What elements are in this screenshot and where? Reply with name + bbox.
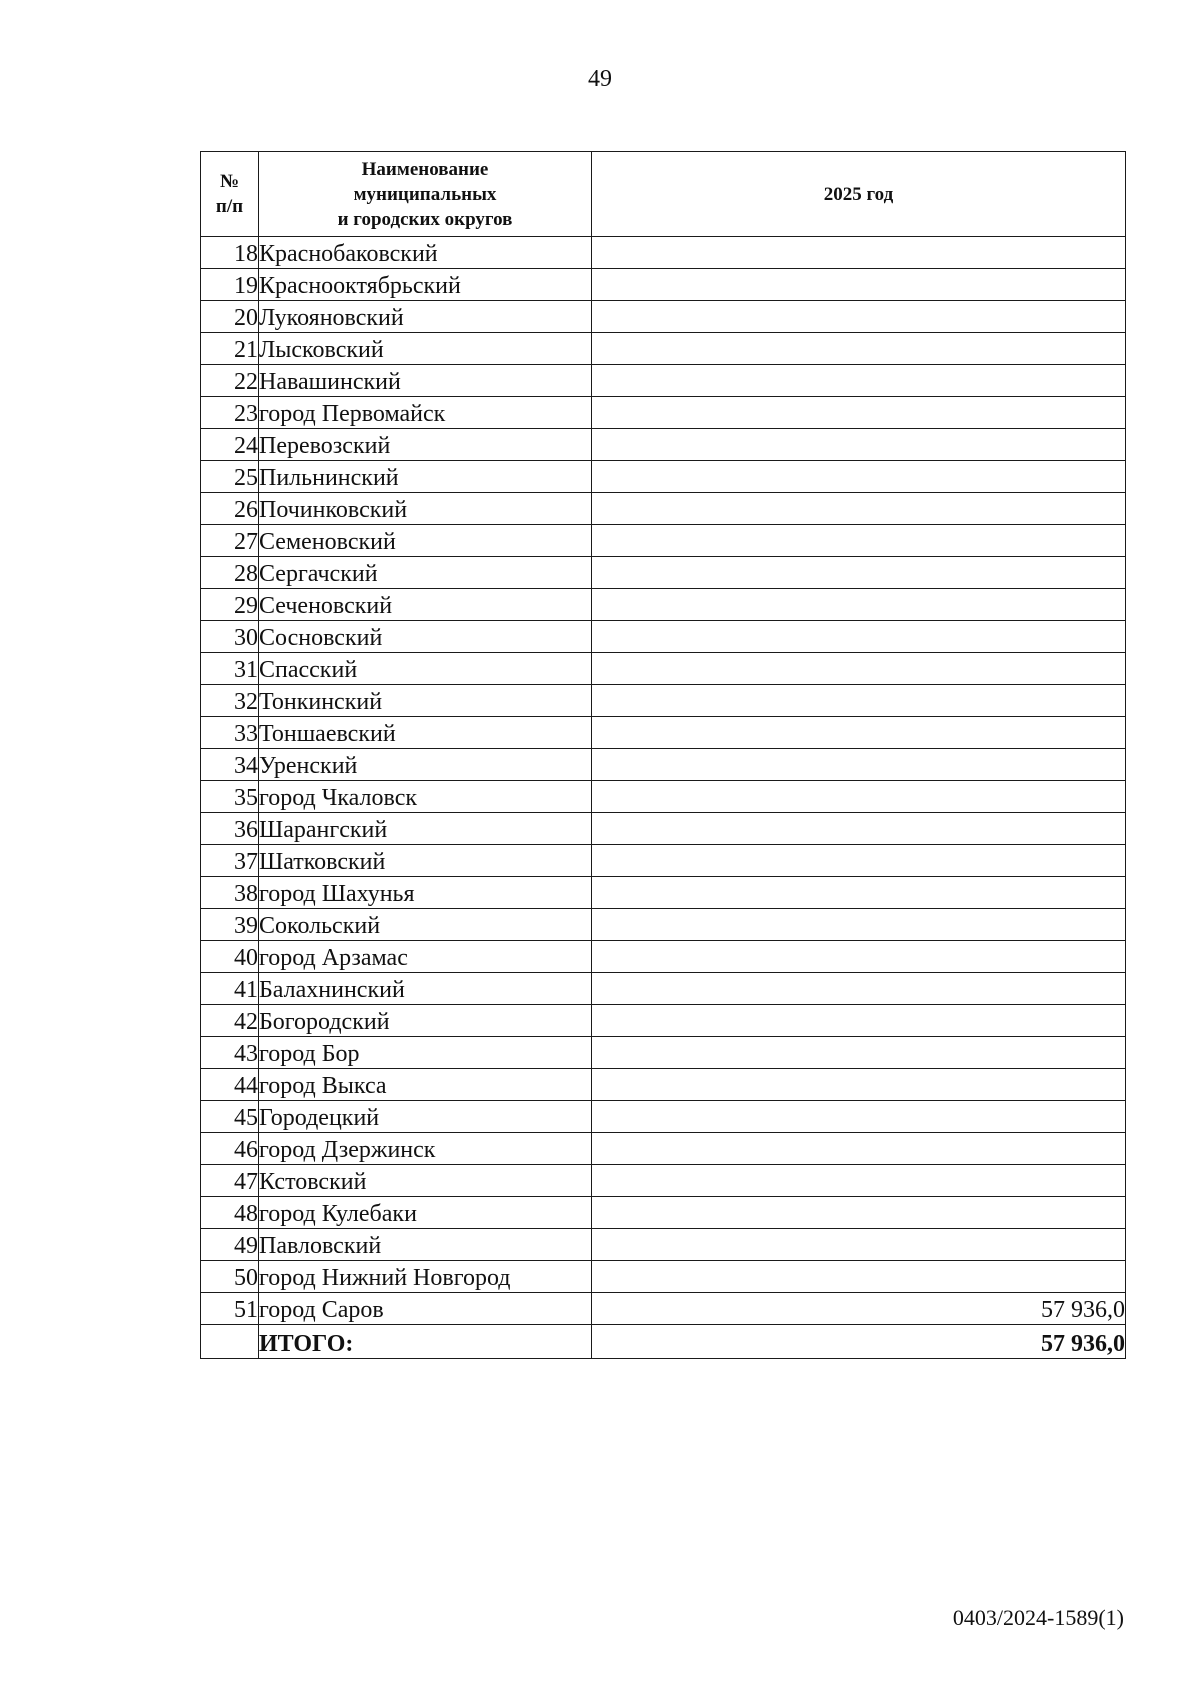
row-name: Сосновский <box>259 621 592 653</box>
table-row <box>201 237 1126 269</box>
row-name: город Выкса <box>259 1069 592 1101</box>
row-number: 22 <box>201 365 259 397</box>
row-name: Сеченовский <box>259 589 592 621</box>
header-name <box>259 152 592 237</box>
row-name: Городецкий <box>259 1101 592 1133</box>
row-name: Семеновский <box>259 525 592 557</box>
row-value <box>592 909 1126 941</box>
table-row <box>201 749 1126 781</box>
row-name: Балахнинский <box>259 973 592 1005</box>
row-name: город Саров <box>259 1293 592 1325</box>
row-value <box>592 845 1126 877</box>
row-name: Кстовский <box>259 1165 592 1197</box>
row-name: Сокольский <box>259 909 592 941</box>
row-number: 41 <box>201 973 259 1005</box>
row-value <box>592 653 1126 685</box>
table-row <box>201 813 1126 845</box>
table-row <box>201 269 1126 301</box>
row-number: 48 <box>201 1197 259 1229</box>
row-number: 29 <box>201 589 259 621</box>
table-row <box>201 781 1126 813</box>
row-number: 37 <box>201 845 259 877</box>
header-name-line-2: муниципальных <box>353 183 497 205</box>
table-row <box>201 557 1126 589</box>
row-value <box>592 1069 1126 1101</box>
row-value <box>592 877 1126 909</box>
table-row <box>201 365 1126 397</box>
row-value <box>592 1261 1126 1293</box>
row-value <box>592 461 1126 493</box>
row-value <box>592 749 1126 781</box>
table-row <box>201 333 1126 365</box>
table-row <box>201 301 1126 333</box>
row-value <box>592 397 1126 429</box>
row-name: город Дзержинск <box>259 1133 592 1165</box>
row-value <box>592 717 1126 749</box>
row-number: 25 <box>201 461 259 493</box>
row-name: Навашинский <box>259 365 592 397</box>
row-number: 23 <box>201 397 259 429</box>
row-number: 47 <box>201 1165 259 1197</box>
table-body <box>201 237 1126 1359</box>
row-value <box>592 365 1126 397</box>
table-row <box>201 589 1126 621</box>
table-row <box>201 973 1126 1005</box>
row-number: 50 <box>201 1261 259 1293</box>
table-row <box>201 493 1126 525</box>
row-name: город Шахунья <box>259 877 592 909</box>
row-number: 39 <box>201 909 259 941</box>
table-row <box>201 461 1126 493</box>
table-row <box>201 1069 1126 1101</box>
row-value <box>592 1133 1126 1165</box>
row-number: 51 <box>201 1293 259 1325</box>
header-num-line-1: № <box>219 171 240 192</box>
row-value <box>592 589 1126 621</box>
row-value <box>592 813 1126 845</box>
row-number: 18 <box>201 237 259 269</box>
row-number: 42 <box>201 1005 259 1037</box>
table-row <box>201 717 1126 749</box>
row-name: город Первомайск <box>259 397 592 429</box>
row-name: Тонкинский <box>259 685 592 717</box>
table-row <box>201 621 1126 653</box>
row-name: Починковский <box>259 493 592 525</box>
row-value <box>592 1005 1126 1037</box>
row-value <box>592 1037 1126 1069</box>
table-row <box>201 941 1126 973</box>
row-number: 45 <box>201 1101 259 1133</box>
row-value <box>592 1165 1126 1197</box>
row-name: Тоншаевский <box>259 717 592 749</box>
table-row <box>201 525 1126 557</box>
row-number: 27 <box>201 525 259 557</box>
row-name: Богородский <box>259 1005 592 1037</box>
table-row <box>201 845 1126 877</box>
table-header-row <box>201 152 1126 237</box>
table-row <box>201 1229 1126 1261</box>
row-number: 34 <box>201 749 259 781</box>
row-number: 46 <box>201 1133 259 1165</box>
row-value <box>592 621 1126 653</box>
header-num <box>201 152 259 237</box>
row-number: 38 <box>201 877 259 909</box>
row-name: Лысковский <box>259 333 592 365</box>
row-value <box>592 429 1126 461</box>
row-value <box>592 493 1126 525</box>
row-number: 24 <box>201 429 259 461</box>
document-code: 0403/2024-1589(1) <box>952 1605 1124 1630</box>
table-row <box>201 1165 1126 1197</box>
table-row <box>201 1005 1126 1037</box>
row-value <box>592 1229 1126 1261</box>
row-value <box>592 685 1126 717</box>
row-value <box>592 333 1126 365</box>
row-name: город Чкаловск <box>259 781 592 813</box>
row-name: город Нижний Новгород <box>259 1261 592 1293</box>
row-name: Перевозский <box>259 429 592 461</box>
row-number: 44 <box>201 1069 259 1101</box>
total-label: ИТОГО: <box>259 1325 592 1359</box>
total-num-cell <box>201 1325 259 1359</box>
table-row <box>201 1133 1126 1165</box>
row-value <box>592 1101 1126 1133</box>
table-row <box>201 877 1126 909</box>
row-number: 40 <box>201 941 259 973</box>
header-num-line-2: п/п <box>215 196 244 217</box>
table-row <box>201 1037 1126 1069</box>
row-name: Краснобаковский <box>259 237 592 269</box>
row-number: 49 <box>201 1229 259 1261</box>
row-name: Краснооктябрьский <box>259 269 592 301</box>
row-value <box>592 237 1126 269</box>
row-value <box>592 941 1126 973</box>
row-value: 57 936,0 <box>592 1293 1126 1325</box>
row-name: город Арзамас <box>259 941 592 973</box>
table-row <box>201 653 1126 685</box>
row-number: 28 <box>201 557 259 589</box>
row-number: 36 <box>201 813 259 845</box>
header-value: 2025 год <box>592 152 1126 237</box>
row-name: Павловский <box>259 1229 592 1261</box>
table-row <box>201 1197 1126 1229</box>
total-value: 57 936,0 <box>592 1325 1126 1359</box>
row-number: 35 <box>201 781 259 813</box>
table-row <box>201 1261 1126 1293</box>
row-number: 21 <box>201 333 259 365</box>
table-row <box>201 429 1126 461</box>
row-value <box>592 269 1126 301</box>
row-name: Спасский <box>259 653 592 685</box>
row-value <box>592 973 1126 1005</box>
row-number: 26 <box>201 493 259 525</box>
row-name: Сергачский <box>259 557 592 589</box>
row-number: 30 <box>201 621 259 653</box>
row-number: 32 <box>201 685 259 717</box>
table-row <box>201 397 1126 429</box>
row-value <box>592 557 1126 589</box>
row-name: Пильнинский <box>259 461 592 493</box>
row-name: Уренский <box>259 749 592 781</box>
table-row <box>201 1101 1126 1133</box>
row-name: Шарангский <box>259 813 592 845</box>
row-value <box>592 525 1126 557</box>
page-number: 49 <box>588 66 612 92</box>
table-row <box>201 909 1126 941</box>
row-number: 43 <box>201 1037 259 1069</box>
row-number: 19 <box>201 269 259 301</box>
row-name: Шатковский <box>259 845 592 877</box>
row-value <box>592 301 1126 333</box>
row-value <box>592 781 1126 813</box>
row-number: 33 <box>201 717 259 749</box>
row-value <box>592 1197 1126 1229</box>
header-name-line-1: Наименование <box>361 158 489 180</box>
data-table <box>200 151 1126 1359</box>
total-row <box>201 1325 1126 1359</box>
row-name: Лукояновский <box>259 301 592 333</box>
row-name: город Бор <box>259 1037 592 1069</box>
row-name: город Кулебаки <box>259 1197 592 1229</box>
header-name-line-3: и городских округов <box>337 208 513 230</box>
table-row <box>201 1293 1126 1325</box>
row-number: 20 <box>201 301 259 333</box>
row-number: 31 <box>201 653 259 685</box>
table-row <box>201 685 1126 717</box>
